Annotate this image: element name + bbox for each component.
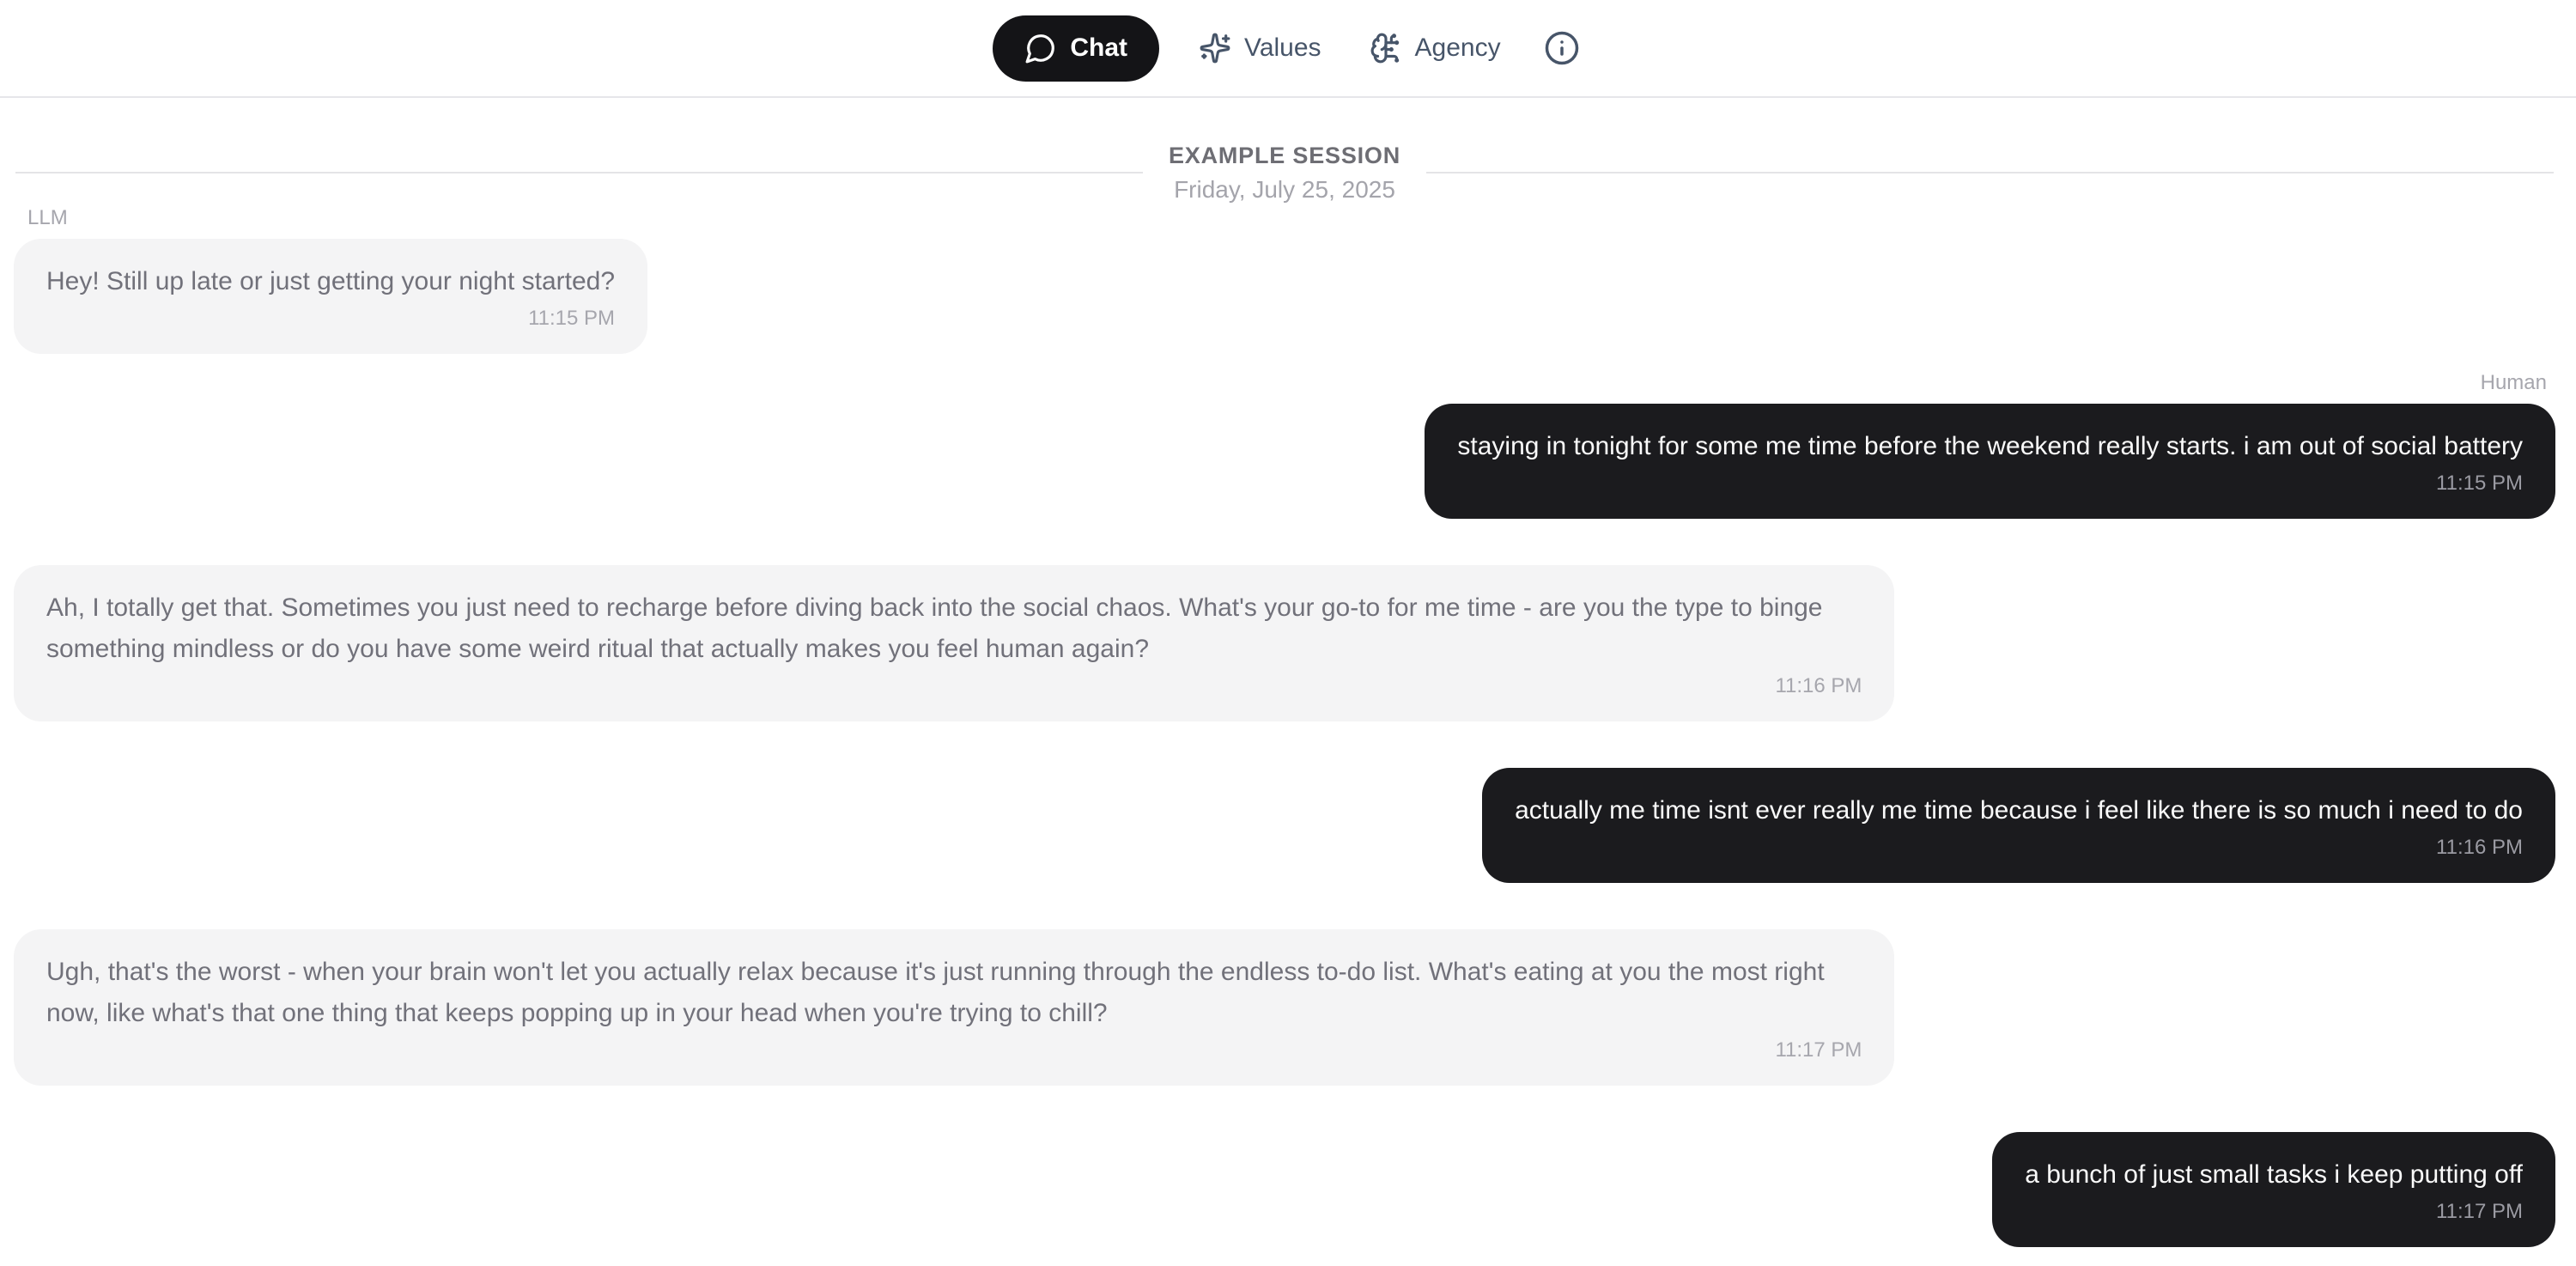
message-row bbox=[14, 768, 2555, 883]
message-bubble bbox=[14, 239, 647, 354]
message-row bbox=[14, 404, 2555, 519]
speaker-label: Human bbox=[2480, 371, 2547, 394]
info-icon bbox=[1544, 30, 1580, 66]
message-time: 11:17 PM bbox=[1775, 1038, 1862, 1062]
session-title: EXAMPLE SESSION bbox=[1168, 143, 1401, 168]
message-bubble bbox=[14, 565, 1894, 721]
message-text: a bunch of just small tasks i keep putting off bbox=[2025, 1160, 2523, 1189]
chat-transcript bbox=[0, 141, 2576, 1247]
message-text: Hey! Still up late or just getting your night started? bbox=[46, 267, 616, 295]
brain-circuit-icon bbox=[1370, 32, 1402, 64]
message-text: staying in tonight for some me time before the weekend really starts. i am out of social battery bbox=[1457, 432, 2523, 460]
message-time: 11:17 PM bbox=[2436, 1200, 2523, 1223]
sparkles-icon bbox=[1199, 32, 1231, 64]
speaker-label: LLM bbox=[27, 206, 68, 229]
message-time: 11:15 PM bbox=[2436, 472, 2523, 495]
message-text: Ah, I totally get that. Sometimes you just need to recharge before diving back into the social chaos. What's your go-to for me time - are you the type to binge something mindless or do you have some weird ritual that actually makes you feel human again? bbox=[46, 593, 1823, 663]
tab-chat[interactable] bbox=[993, 15, 1159, 82]
tab-agency-label: Agency bbox=[1414, 33, 1501, 62]
message-row bbox=[14, 929, 2555, 1086]
message-time: 11:15 PM bbox=[528, 307, 616, 330]
message-time: 11:16 PM bbox=[2436, 836, 2523, 859]
message-bubble bbox=[14, 929, 1894, 1086]
tab-values-label: Values bbox=[1244, 33, 1321, 62]
tab-chat-label: Chat bbox=[1070, 33, 1128, 62]
tab-values[interactable] bbox=[1190, 32, 1330, 64]
info-button[interactable] bbox=[1540, 30, 1583, 66]
message-bubble bbox=[1425, 404, 2555, 519]
message-bubble bbox=[1992, 1132, 2555, 1247]
message-row bbox=[14, 239, 2555, 354]
message-bubble bbox=[1482, 768, 2555, 883]
message-row bbox=[14, 1132, 2555, 1247]
chat-bubble-icon bbox=[1024, 32, 1057, 64]
message-time: 11:16 PM bbox=[1775, 674, 1862, 697]
session-header bbox=[14, 141, 2555, 204]
message-text: Ugh, that's the worst - when your brain won't let you actually relax because it's just running through the endless to-do list. What's eating at you the most right now, like what's that one thing that keeps popping up in your head when you're trying to chill? bbox=[46, 958, 1825, 1027]
session-date: Friday, July 25, 2025 bbox=[1174, 176, 1395, 203]
tab-agency[interactable] bbox=[1361, 32, 1510, 64]
message-row bbox=[14, 565, 2555, 721]
message-list bbox=[14, 206, 2555, 1247]
top-nav bbox=[0, 0, 2576, 98]
message-text: actually me time isnt ever really me time because i feel like there is so much i need to do bbox=[1515, 796, 2523, 825]
